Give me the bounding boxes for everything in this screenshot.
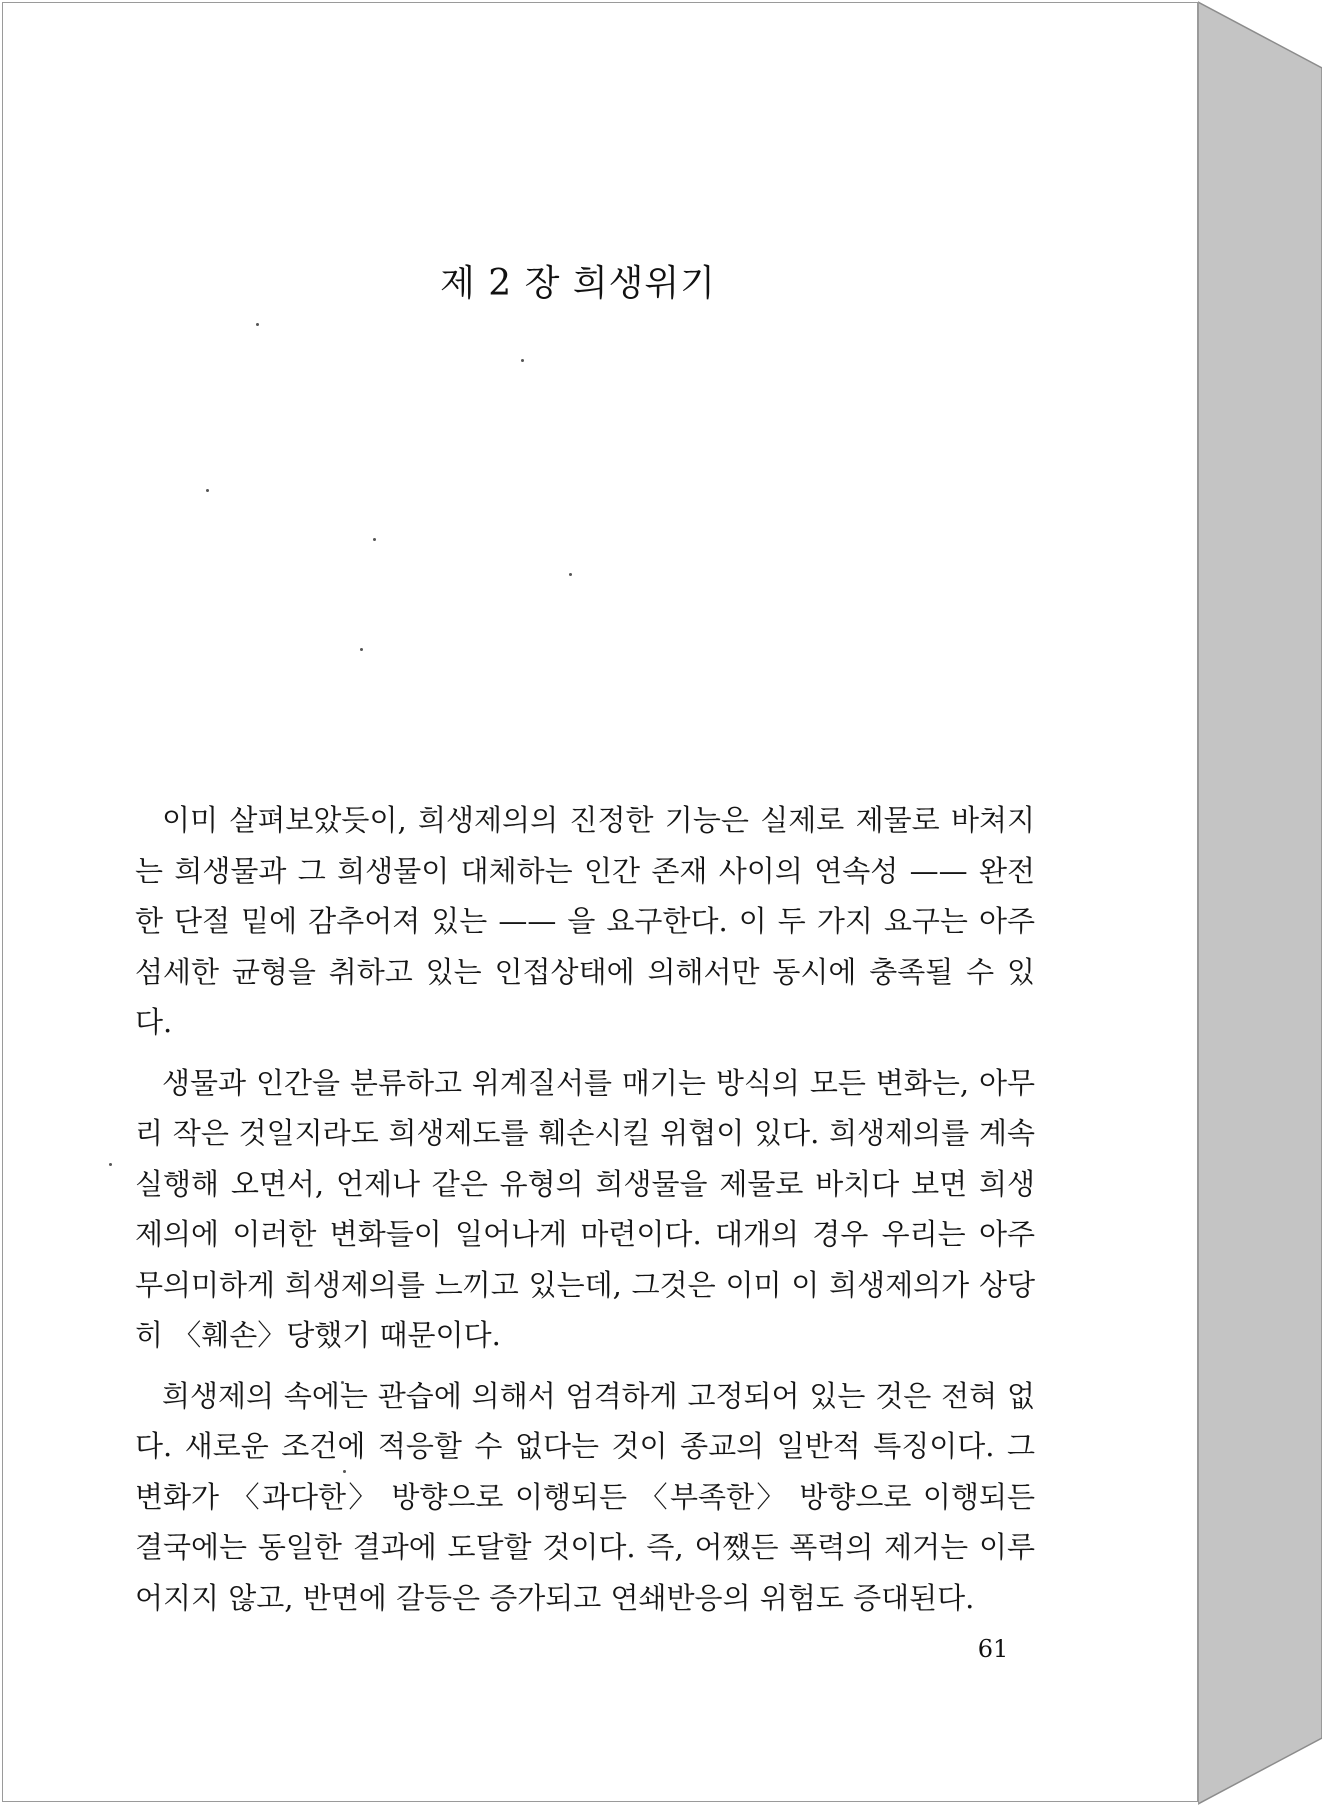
- scan-speck: [521, 359, 524, 362]
- scan-speck: [109, 1163, 112, 1166]
- book-page: [2, 2, 1198, 1802]
- chapter-title: 제 2 장 희생위기: [440, 263, 716, 304]
- paragraph-1: 이미 살펴보았듯이, 희생제의의 진정한 기능은 실제로 제물로 바쳐지는 희생물과 그 희생물이 대체하는 인간 존재 사이의 연속성 —— 완전한 단절 밑에 감추어져 있는 —— 을 요구한다. 이 두 가지 요구는 아주 섬세한 균형을 취하고 있는 인접상태에 의해서만 동시에 충족될 수 있다.: [135, 803, 1035, 1039]
- book-edge-3d: [1198, 0, 1322, 1806]
- body-text: [135, 795, 1035, 1633]
- paragraph-3: 희생제의 속에는 관습에 의해서 엄격하게 고정되어 있는 것은 전혀 없다. 새로운 조건에 적응할 수 없다는 것이 종교의 일반적 특징이다. 그 변화가 〈과다한〉 방향으로 이행되든 〈부족한〉 방향으로 이행되든 결국에는 동일한 결과에 도달할 것이다. 즉, 어쨌든 폭력의 제거는 이루어지지 않고, 반면에 갈등은 증가되고 연쇄반응의 위험도 증대된다.: [135, 1378, 1035, 1615]
- scan-speck: [256, 323, 259, 326]
- scan-speck: [206, 489, 209, 492]
- scan-speck: [569, 573, 572, 576]
- page-number: 61: [977, 1635, 1009, 1663]
- paragraph-2: 생물과 인간을 분류하고 위계질서를 매기는 방식의 모든 변화는, 아무리 작은 것일지라도 희생제도를 훼손시킬 위협이 있다. 희생제의를 계속 실행해 오면서, 언제나 같은 유형의 희생물을 제물로 바치다 보면 희생제의에 이러한 변화들이 일어나게 마련이다. 대개의 경우 우리는 아주 무의미하게 희생제의를 느끼고 있는데, 그것은 이미 이 희생제의가 상당히 〈훼손〉당했기 때문이다.: [135, 1065, 1035, 1352]
- scan-speck: [360, 648, 363, 651]
- scan-speck: [373, 538, 376, 541]
